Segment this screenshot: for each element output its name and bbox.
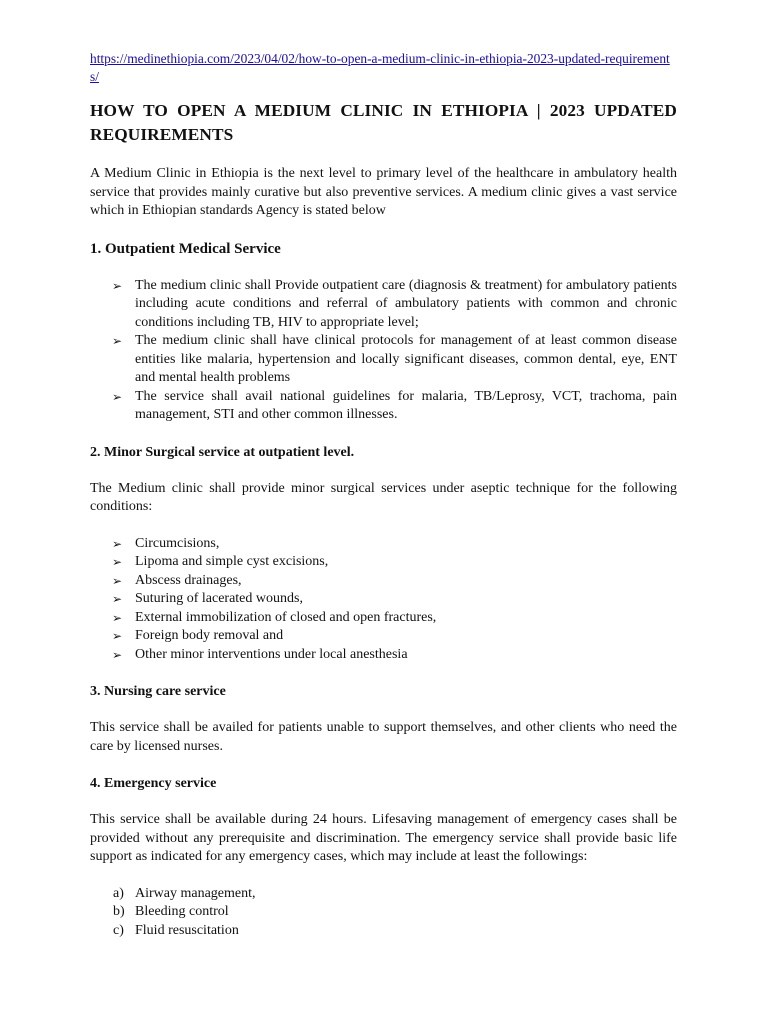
list-item-text: Other minor interventions under local anesthesia xyxy=(135,646,408,662)
minor-surgical-paragraph: The Medium clinic shall provide minor surgical services under aseptic technique for the following conditions: xyxy=(90,480,677,514)
list-item xyxy=(90,922,677,941)
list-marker: b) xyxy=(113,904,125,919)
list-item xyxy=(90,590,677,609)
arrow-bullet-icon: ➢ xyxy=(112,278,123,293)
arrow-bullet-icon: ➢ xyxy=(112,536,123,551)
arrow-bullet-icon: ➢ xyxy=(112,573,123,588)
list-item xyxy=(90,627,677,646)
list-item xyxy=(90,903,677,922)
section-heading-nursing: 3. Nursing care service xyxy=(90,684,226,699)
section-heading-outpatient: 1. Outpatient Medical Service xyxy=(90,240,281,257)
source-link[interactable]: https://medinethiopia.com/2023/04/02/how-to-open-a-medium-clinic-in-ethiopia-2023-updated-requirements/ xyxy=(90,51,670,84)
list-marker: a) xyxy=(113,885,124,901)
minor-surgical-list xyxy=(90,535,677,665)
arrow-bullet-icon: ➢ xyxy=(112,629,123,643)
list-marker: c) xyxy=(113,922,124,938)
list-item-text: The service shall avail national guidelines for malaria, TB/Leprosy, VCT, trachoma, pain management, STI and other common illnesses. xyxy=(135,388,677,422)
list-item xyxy=(90,332,677,388)
arrow-bullet-icon: ➢ xyxy=(112,555,123,569)
list-item xyxy=(90,885,677,904)
list-item-text: The medium clinic shall have clinical protocols for management of at least common disease entities like malaria, hypertension and locally significant diseases, common dental, eye, ENT and mental health problems xyxy=(135,333,677,385)
list-item-text: External immobilization of closed and open fractures, xyxy=(135,609,437,625)
list-item xyxy=(90,535,677,554)
list-item-text: The medium clinic shall Provide outpatient care (diagnosis & treatment) for ambulatory patients including acute conditions and referral of ambulatory patients with common and chronic conditions including TB, HIV to appropriate level; xyxy=(135,277,677,330)
list-item-text: Lipoma and simple cyst excisions, xyxy=(135,554,329,569)
list-item xyxy=(90,553,677,572)
arrow-bullet-icon: ➢ xyxy=(112,334,123,348)
intro-paragraph: A Medium Clinic in Ethiopia is the next level to primary level of the healthcare in ambulatory health service that provides mainly curative but also preventive services. A medium clinic gives a vast service which in Ethiopian standards Agency is stated below xyxy=(90,166,677,218)
arrow-bullet-icon: ➢ xyxy=(112,389,123,404)
section-heading-emergency: 4. Emergency service xyxy=(90,776,217,791)
list-item xyxy=(90,609,677,628)
outpatient-list xyxy=(90,277,677,425)
list-item-text: Foreign body removal and xyxy=(135,628,284,643)
list-item-text: Suturing of lacerated wounds, xyxy=(135,591,303,606)
document-page xyxy=(90,50,677,958)
section-heading-minor-surgical: 2. Minor Surgical service at outpatient level. xyxy=(90,444,355,460)
arrow-bullet-icon: ➢ xyxy=(112,592,123,606)
list-item xyxy=(90,388,677,425)
emergency-list xyxy=(90,885,677,941)
emergency-paragraph: This service shall be available during 24 hours. Lifesaving management of emergency cases shall be provided without any prerequisite and discrimination. The emergency service shall provide basic life support as indicated for any emergency cases, which may include at least the followings: xyxy=(90,812,677,864)
document-title: HOW TO OPEN A MEDIUM CLINIC IN ETHIOPIA | 2023 UPDATED REQUIREMENTS xyxy=(90,101,677,144)
list-item xyxy=(90,646,677,665)
list-item-text: Circumcisions, xyxy=(135,535,220,551)
arrow-bullet-icon: ➢ xyxy=(112,647,123,662)
list-item-text: Abscess drainages, xyxy=(135,572,242,588)
list-item xyxy=(90,277,677,333)
arrow-bullet-icon: ➢ xyxy=(112,610,123,625)
list-item-text: Airway management, xyxy=(135,885,256,901)
list-item-text: Fluid resuscitation xyxy=(135,922,239,938)
list-item-text: Bleeding control xyxy=(135,904,229,919)
list-item xyxy=(90,572,677,591)
nursing-paragraph: This service shall be availed for patients unable to support themselves, and other clients who need the care by licensed nurses. xyxy=(90,720,677,754)
